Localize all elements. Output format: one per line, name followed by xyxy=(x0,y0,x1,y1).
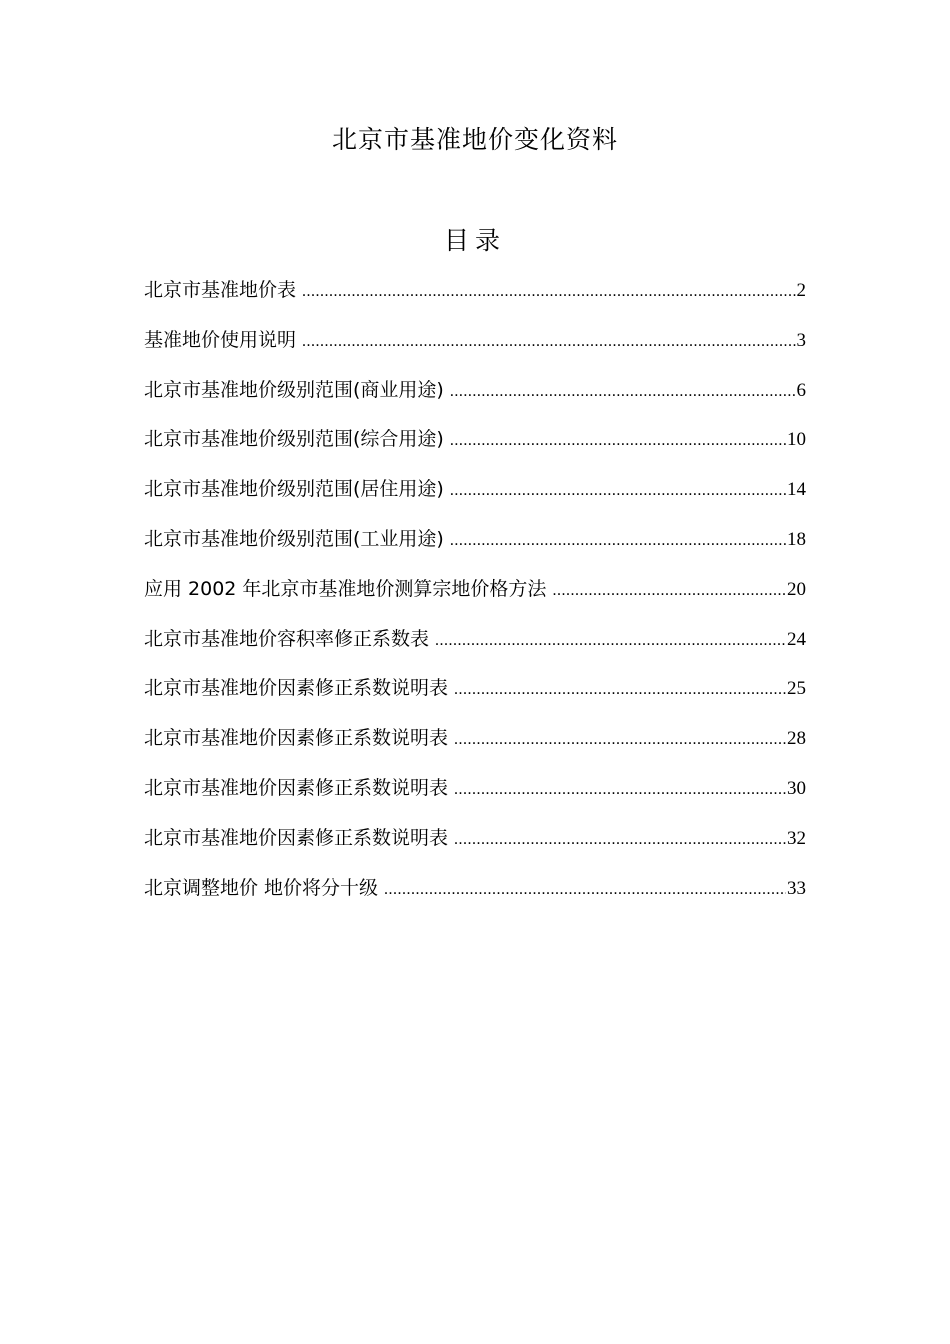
toc-page-number: 3 xyxy=(796,329,806,351)
toc-entry[interactable] xyxy=(144,818,806,868)
toc-entry-title: 北京市基准地价因素修正系数说明表 xyxy=(144,776,449,799)
toc-page-number: 2 xyxy=(796,280,806,301)
toc-dot-leader xyxy=(450,372,796,412)
toc-entry[interactable] xyxy=(144,320,806,370)
toc-entry-title: 北京市基准地价级别范围(居住用途) xyxy=(144,478,444,501)
toc-entry-title: 北京市基准地价级别范围(商业用途) xyxy=(144,378,444,401)
toc-entry-title: 北京市基准地价因素修正系数说明表 xyxy=(144,727,449,750)
toc-entry-title: 北京市基准地价因素修正系数说明表 xyxy=(144,826,449,849)
toc-entry-title: 北京市基准地价级别范围(工业用途) xyxy=(144,527,444,550)
toc-page-number: 24 xyxy=(787,628,806,650)
toc-page-number: 20 xyxy=(787,578,806,600)
document-title: 北京市基准地价变化资料 xyxy=(331,125,618,154)
toc-dot-leader xyxy=(450,471,786,511)
toc-entry[interactable] xyxy=(144,270,806,320)
toc-entry[interactable] xyxy=(144,868,806,918)
toc-dot-leader xyxy=(450,521,786,561)
toc-entry[interactable] xyxy=(144,668,806,718)
toc-dot-leader xyxy=(454,670,786,710)
toc-dot-leader xyxy=(302,272,795,312)
table-of-contents xyxy=(144,270,806,917)
toc-entry[interactable] xyxy=(144,370,806,420)
toc-entry-title: 北京市基准地价因素修正系数说明表 xyxy=(144,677,449,700)
toc-dot-leader xyxy=(454,820,786,860)
toc-page-number: 33 xyxy=(787,877,806,899)
toc-dot-leader xyxy=(552,571,786,611)
toc-page-number: 10 xyxy=(787,429,806,451)
toc-heading: 目录 xyxy=(443,226,506,255)
toc-dot-leader xyxy=(435,621,786,661)
toc-entry[interactable] xyxy=(144,569,806,619)
toc-dot-leader xyxy=(454,770,786,810)
toc-page-number: 32 xyxy=(787,827,806,849)
toc-entry-title: 北京市基准地价级别范围(综合用途) xyxy=(144,428,444,451)
toc-page-number: 25 xyxy=(787,678,806,700)
toc-entry-title: 应用 2002 年北京市基准地价测算宗地价格方法 xyxy=(144,577,547,600)
toc-dot-leader xyxy=(384,870,786,910)
toc-entry-title: 北京市基准地价容积率修正系数表 xyxy=(144,627,430,650)
toc-page-number: 14 xyxy=(787,479,806,501)
toc-entry-title: 基准地价使用说明 xyxy=(144,328,297,351)
toc-entry[interactable] xyxy=(144,519,806,569)
toc-entry-title: 北京调整地价 地价将分十级 xyxy=(144,876,379,899)
toc-entry[interactable] xyxy=(144,718,806,768)
toc-entry-title: 北京市基准地价表 xyxy=(144,279,297,301)
toc-dot-leader xyxy=(302,322,795,362)
toc-entry[interactable] xyxy=(144,419,806,469)
toc-page-number: 18 xyxy=(787,528,806,550)
toc-dot-leader xyxy=(454,720,786,760)
toc-page-number: 6 xyxy=(796,379,806,401)
toc-entry[interactable] xyxy=(144,469,806,519)
toc-dot-leader xyxy=(450,421,786,461)
toc-entry[interactable] xyxy=(144,768,806,818)
toc-page-number: 30 xyxy=(787,777,806,799)
toc-page-number: 28 xyxy=(787,728,806,750)
toc-entry[interactable] xyxy=(144,619,806,669)
